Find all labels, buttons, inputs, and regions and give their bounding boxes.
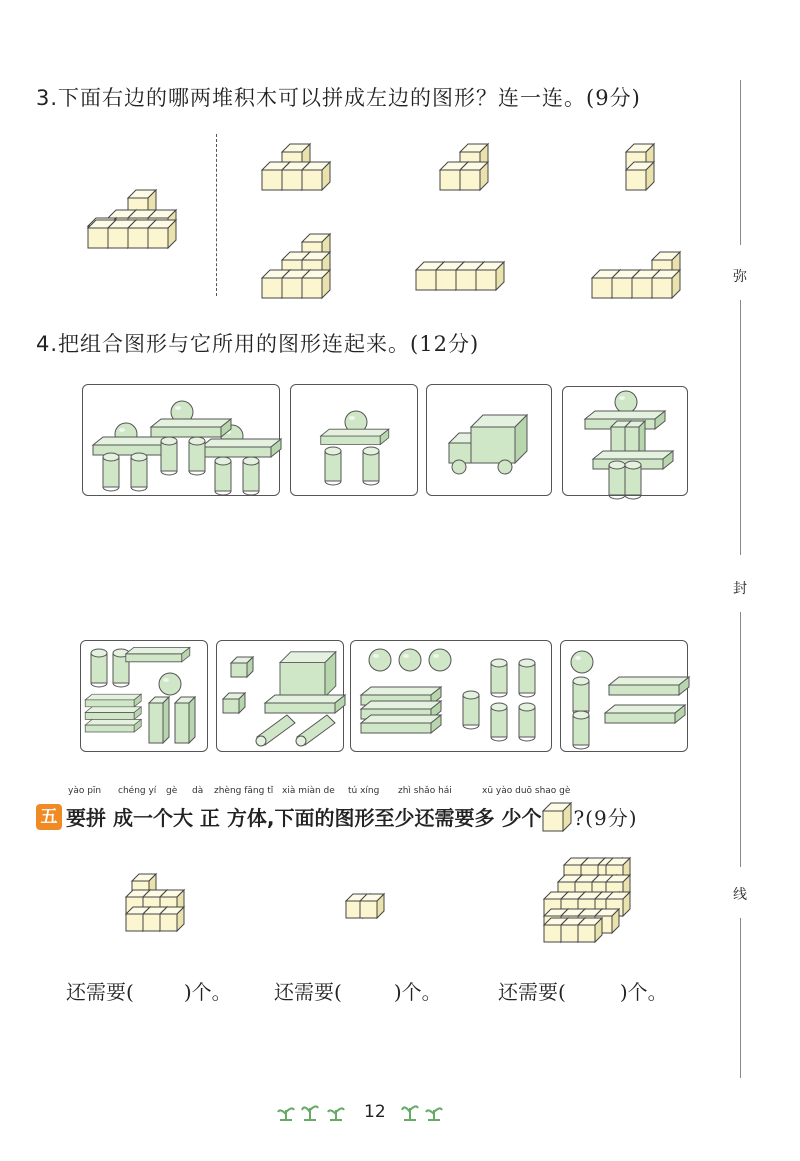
q3-divider: [216, 134, 217, 296]
pinyin-4: dà: [192, 786, 204, 796]
q3-score: (9分): [586, 86, 641, 110]
footer-sprout-decoration-left: [276, 1100, 356, 1124]
section5-text: 要拼 成一个大 正 方体,下面的图形至少还需要多 少个: [66, 806, 542, 830]
q4-parts-1[interactable]: [80, 640, 208, 752]
q5-answer-3: [498, 976, 668, 1005]
q4-combined-4[interactable]: [562, 386, 688, 496]
q5-figure-1: [126, 874, 196, 934]
q5-answer-2: [274, 976, 442, 1005]
q5-figure-2: [346, 894, 386, 934]
q3-text: 下面右边的哪两堆积木可以拼成左边的图形？连一连。: [58, 86, 587, 110]
side-label-feng: 封: [733, 581, 747, 597]
q5-answer-3-prefix: 还需要(: [498, 980, 566, 1004]
q3-number: 3.: [36, 86, 59, 110]
q5-answer-2-suffix: )个。: [393, 980, 442, 1004]
q3-option-c[interactable]: [626, 144, 666, 194]
q5-answer-1-suffix: )个。: [183, 980, 232, 1004]
q4-combined-1[interactable]: [82, 384, 280, 496]
binding-line-mid2: [740, 612, 741, 867]
q4-number: 4.: [36, 332, 59, 356]
section5-title: [36, 802, 638, 831]
binding-line-top: [740, 80, 741, 245]
pinyin-8: zhì shǎo hái: [398, 786, 452, 796]
q3-option-f[interactable]: [592, 252, 692, 302]
q5-figure-3: [544, 858, 644, 958]
unit-cube-icon: [543, 803, 571, 831]
section5-badge: 五: [36, 804, 62, 830]
q3-option-b[interactable]: [440, 144, 500, 194]
q4-parts-3[interactable]: [350, 640, 552, 752]
q4-title: [36, 328, 479, 358]
binding-line-mid: [740, 300, 741, 555]
q4-text: 把组合图形与它所用的图形连起来。: [58, 332, 411, 356]
pinyin-7: tú xíng: [348, 786, 380, 796]
q4-combined-2[interactable]: [290, 384, 418, 496]
pinyin-6: xià miàn de: [282, 786, 335, 796]
page-number: 12: [364, 1102, 386, 1122]
q5-answer-2-prefix: 还需要(: [274, 980, 342, 1004]
q5-answer-1: [66, 976, 232, 1005]
q3-option-d[interactable]: [262, 234, 342, 304]
side-label-mi: 弥: [733, 269, 747, 285]
q3-option-a[interactable]: [262, 144, 342, 194]
q4-parts-4[interactable]: [560, 640, 688, 752]
footer-sprout-decoration-right: [400, 1100, 450, 1124]
q4-combined-3[interactable]: [426, 384, 552, 496]
pinyin-9: xū yào duō shao gè: [482, 786, 571, 796]
q5-answer-1-prefix: 还需要(: [66, 980, 134, 1004]
binding-line-bottom: [740, 918, 741, 1078]
q3-title: [36, 82, 641, 112]
pinyin-5: zhèng fāng tǐ: [214, 786, 274, 796]
q4-score: (12分): [410, 332, 480, 356]
section5-score: ?(9分): [573, 806, 638, 830]
q3-option-e[interactable]: [416, 262, 516, 302]
pinyin-1: yào pīn: [68, 786, 102, 796]
side-label-xian: 线: [733, 887, 747, 903]
q4-parts-2[interactable]: [216, 640, 344, 752]
pinyin-2: chéng yí: [118, 786, 157, 796]
q5-answer-3-suffix: )个。: [619, 980, 668, 1004]
q3-target-figure-base: [88, 218, 198, 258]
pinyin-3: gè: [166, 786, 178, 796]
